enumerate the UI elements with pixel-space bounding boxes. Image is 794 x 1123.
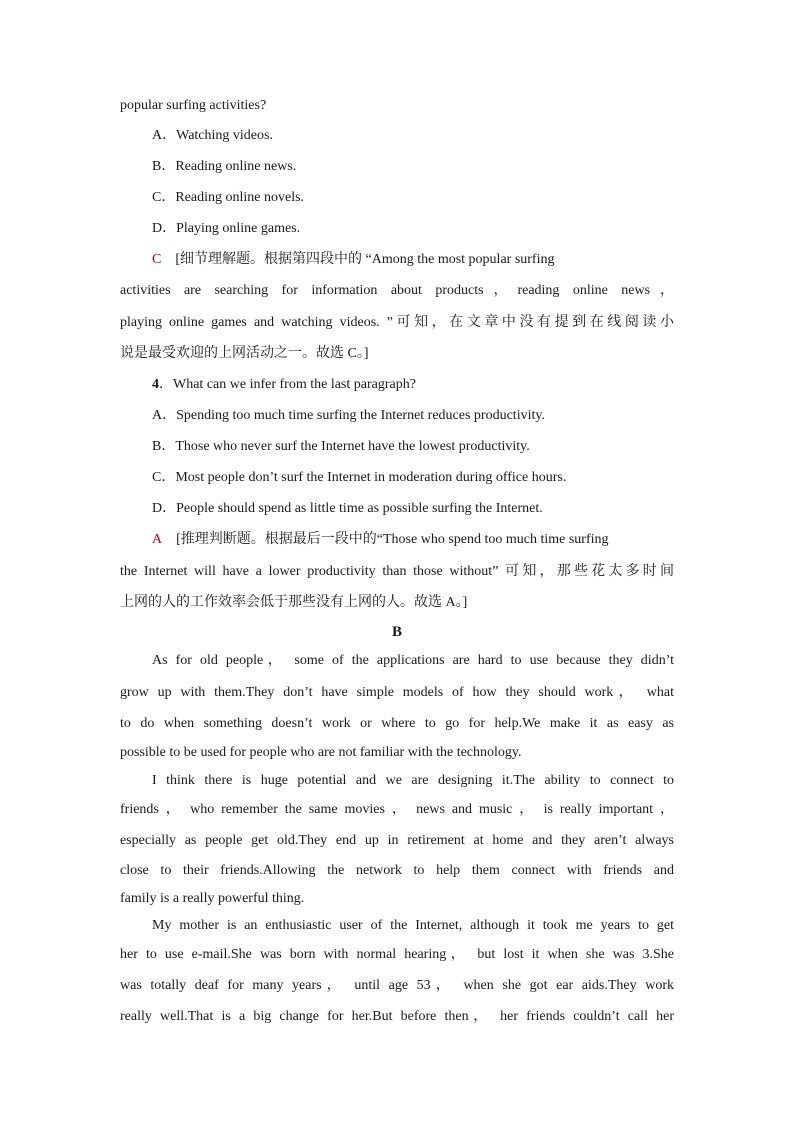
question-3-option-d: D．Playing online games. <box>152 221 301 236</box>
question-4-option-b: B．Those who never surf the Internet have the lowest productivity. <box>152 439 530 454</box>
question-4-stem-text: ．What can we infer from the last paragraph? <box>159 377 416 392</box>
passage-paragraph-3-line-2: her to use e-mail.She was born with normal hearing， but lost it when she was 3.She <box>120 947 674 962</box>
section-b-heading: B <box>391 624 402 640</box>
question-4-explanation-line-2: the Internet will have a lower productivity than those without” 可知，那些花太多时间 <box>120 564 674 579</box>
question-3-explanation-line-3: playing online games and watching videos. ”可知，在文章中没有提到在线阅读小 <box>120 315 674 330</box>
passage-paragraph-1-line-3: to do when something doesn’t work or where to go for help.We make it as easy as <box>120 716 674 731</box>
passage-paragraph-2-line-2: friends ， who remember the same movies ， news and music ， is really important ， <box>120 802 674 817</box>
passage-paragraph-3-line-4: really well.That is a big change for her.But before then， her friends couldn’t call her <box>120 1009 674 1024</box>
question-3-option-b: B．Reading online news. <box>152 159 297 174</box>
question-4-number: 4 <box>152 377 159 392</box>
question-3-explanation-line-1: [细节理解题。根据第四段中的 “Among the most popular surfing <box>175 252 555 267</box>
passage-paragraph-1-line-4: possible to be used for people who are not familiar with the technology. <box>120 745 522 760</box>
passage-paragraph-1-line-2: grow up with them.They don’t have simple models of how they should work， what <box>120 685 674 700</box>
question-3-explanation-first-line <box>152 250 674 270</box>
question-4-explanation-line-3: 上网的人的工作效率会低于那些没有上网的人。故选 A。] <box>120 595 468 610</box>
passage-paragraph-2-line-3: especially as people get old.They end up in retirement at home and they aren’t always <box>120 833 674 848</box>
question-3-explanation-line-4: 说是最受欢迎的上网活动之一。故选 C。] <box>120 346 369 361</box>
question-4-option-a: A．Spending too much time surfing the Internet reduces productivity. <box>152 408 545 423</box>
question-3-answer-letter: C <box>152 252 162 267</box>
question-3-option-c: C．Reading online novels. <box>152 190 305 205</box>
question-4-answer-letter: A <box>152 532 163 547</box>
question-3-explanation-line-2: activities are searching for information about products，reading online news， <box>120 283 674 298</box>
passage-paragraph-3-line-1: My mother is an enthusiastic user of the Internet, although it took me years to get <box>152 918 674 933</box>
question-4-explanation-first-line <box>152 530 674 550</box>
question-4-stem <box>152 375 674 395</box>
question-3-stem-tail: popular surfing activities? <box>120 98 267 113</box>
passage-paragraph-2-line-5: family is a really powerful thing. <box>120 891 305 906</box>
passage-paragraph-2-line-4: close to their friends.Allowing the network to help them connect with friends and <box>120 863 674 878</box>
question-3-option-a: A．Watching videos. <box>152 128 273 143</box>
question-4-option-c: C．Most people don’t surf the Internet in moderation during office hours. <box>152 470 567 485</box>
passage-paragraph-1-line-1: As for old people， some of the applications are hard to use because they didn’t <box>152 653 674 668</box>
question-4-explanation-line-1: [推理判断题。根据最后一段中的“Those who spend too much time surfing <box>176 532 609 547</box>
passage-paragraph-3-line-3: was totally deaf for many years， until age 53， when she got ear aids.They work <box>120 978 674 993</box>
passage-paragraph-2-line-1: I think there is huge potential and we are designing it.The ability to connect to <box>152 773 674 788</box>
question-4-option-d: D．People should spend as little time as possible surfing the Internet. <box>152 501 543 516</box>
